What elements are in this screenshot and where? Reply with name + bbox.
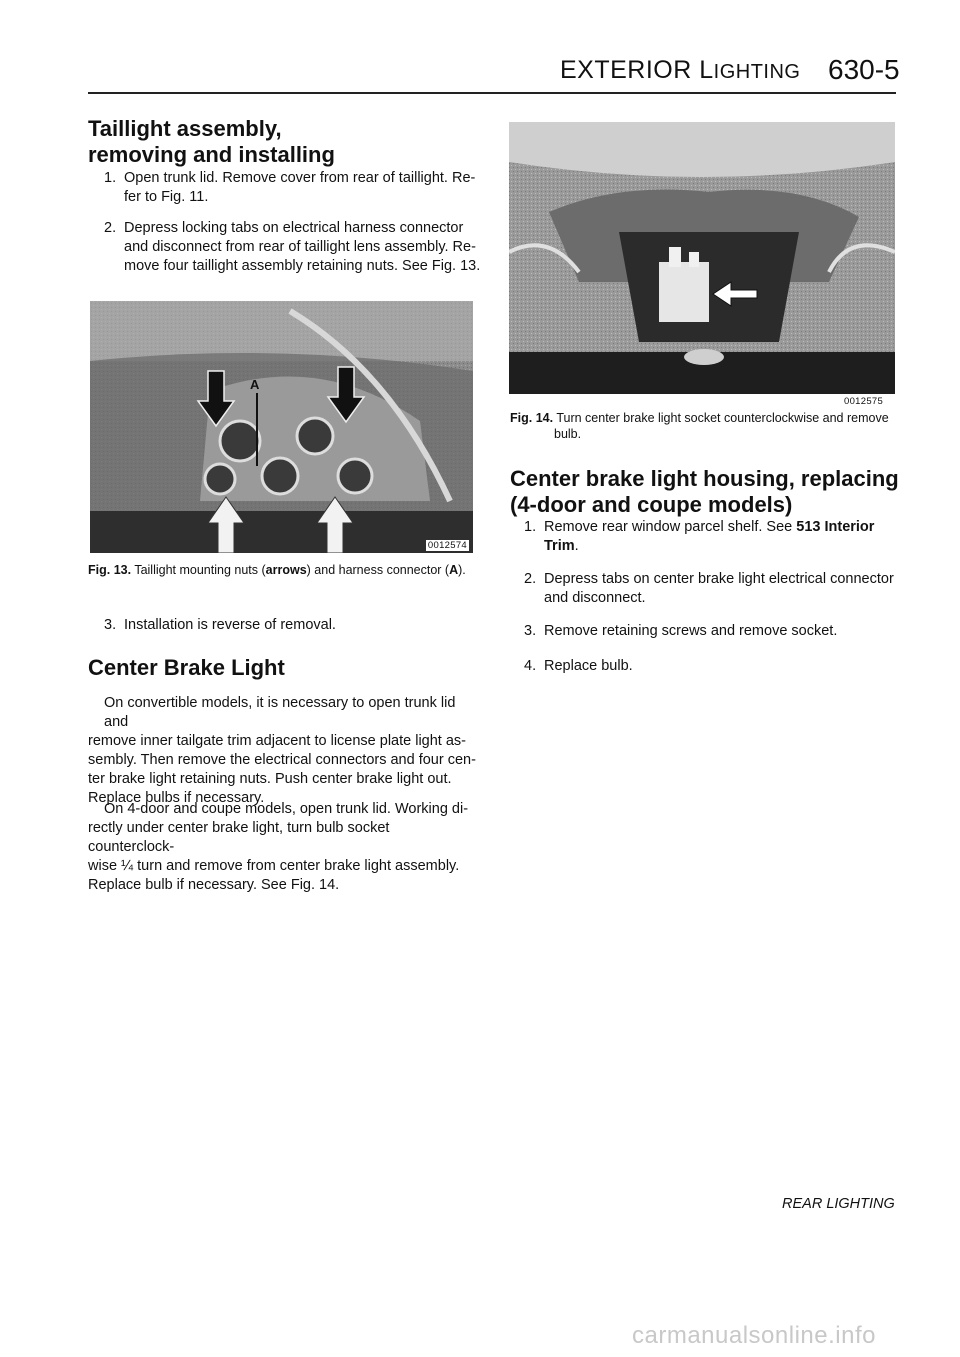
step-1-taillight: 1. Open trunk lid. Remove cover from rear of taillight. Re- fer to Fig. 11.: [104, 170, 476, 205]
figure-13-caption: Fig. 13. Taillight mounting nuts (arrows) and harness connector (A).: [88, 563, 466, 577]
photo-id-14: 0012575: [844, 396, 884, 407]
step-4-housing: 4. Replace bulb.: [524, 658, 633, 674]
page-number: 630-5: [828, 54, 900, 85]
taillight-photo-illustration: [90, 301, 473, 553]
watermark: carmanualsonline.info: [632, 1322, 876, 1349]
step-1-housing: 1. Remove rear window parcel shelf. See 513 Interior Trim.: [524, 519, 875, 554]
figure-14-photo: [509, 122, 895, 394]
running-header-section: EXTERIOR LIGHTING: [560, 56, 801, 84]
section-title-center-brake-light: Center Brake Light: [88, 655, 285, 680]
figure-13-photo: [90, 301, 473, 553]
paragraph-4door-coupe: On 4-door and coupe models, open trunk lid. Working di- rectly under center brake light, turn bulb socket counterclock- wise ¼ turn and remove from center brake light assembly. Replace bulb if necessary. See Fig. 14.: [88, 801, 469, 893]
figure-14-caption: Fig. 14. Turn center brake light socket counterclockwise and remove bulb.: [510, 411, 889, 441]
paragraph-convertible: On convertible models, it is necessary to open trunk lid and remove inner tailgate trim adjacent to license plate light as- sembly. Then remove the electrical connectors and four cen- ter brake light retaining nuts. Push center brake light out. Replace bulbs if necessary.: [88, 695, 476, 806]
step-3-taillight: 3. Installation is reverse of removal.: [104, 617, 336, 633]
center-brake-light-photo-illustration: [509, 122, 895, 394]
callout-a-label: A: [250, 377, 260, 392]
chapter-footer: REAR LIGHTING: [782, 1196, 895, 1212]
section-title-taillight: Taillight assembly, removing and installing: [88, 116, 335, 167]
step-2-taillight: 2. Depress locking tabs on electrical harness connector and disconnect from rear of taillight lens assembly. Re- move four taillight assembly retaining nuts. See Fig. 13.: [104, 220, 481, 274]
step-2-housing: 2. Depress tabs on center brake light electrical connector and disconnect.: [524, 571, 894, 606]
step-3-housing: 3. Remove retaining screws and remove socket.: [524, 623, 838, 639]
header-rule: [88, 92, 896, 94]
section-title-housing: Center brake light housing, replacing (4-door and coupe models): [510, 466, 899, 517]
photo-id-13: 0012574: [427, 540, 467, 551]
